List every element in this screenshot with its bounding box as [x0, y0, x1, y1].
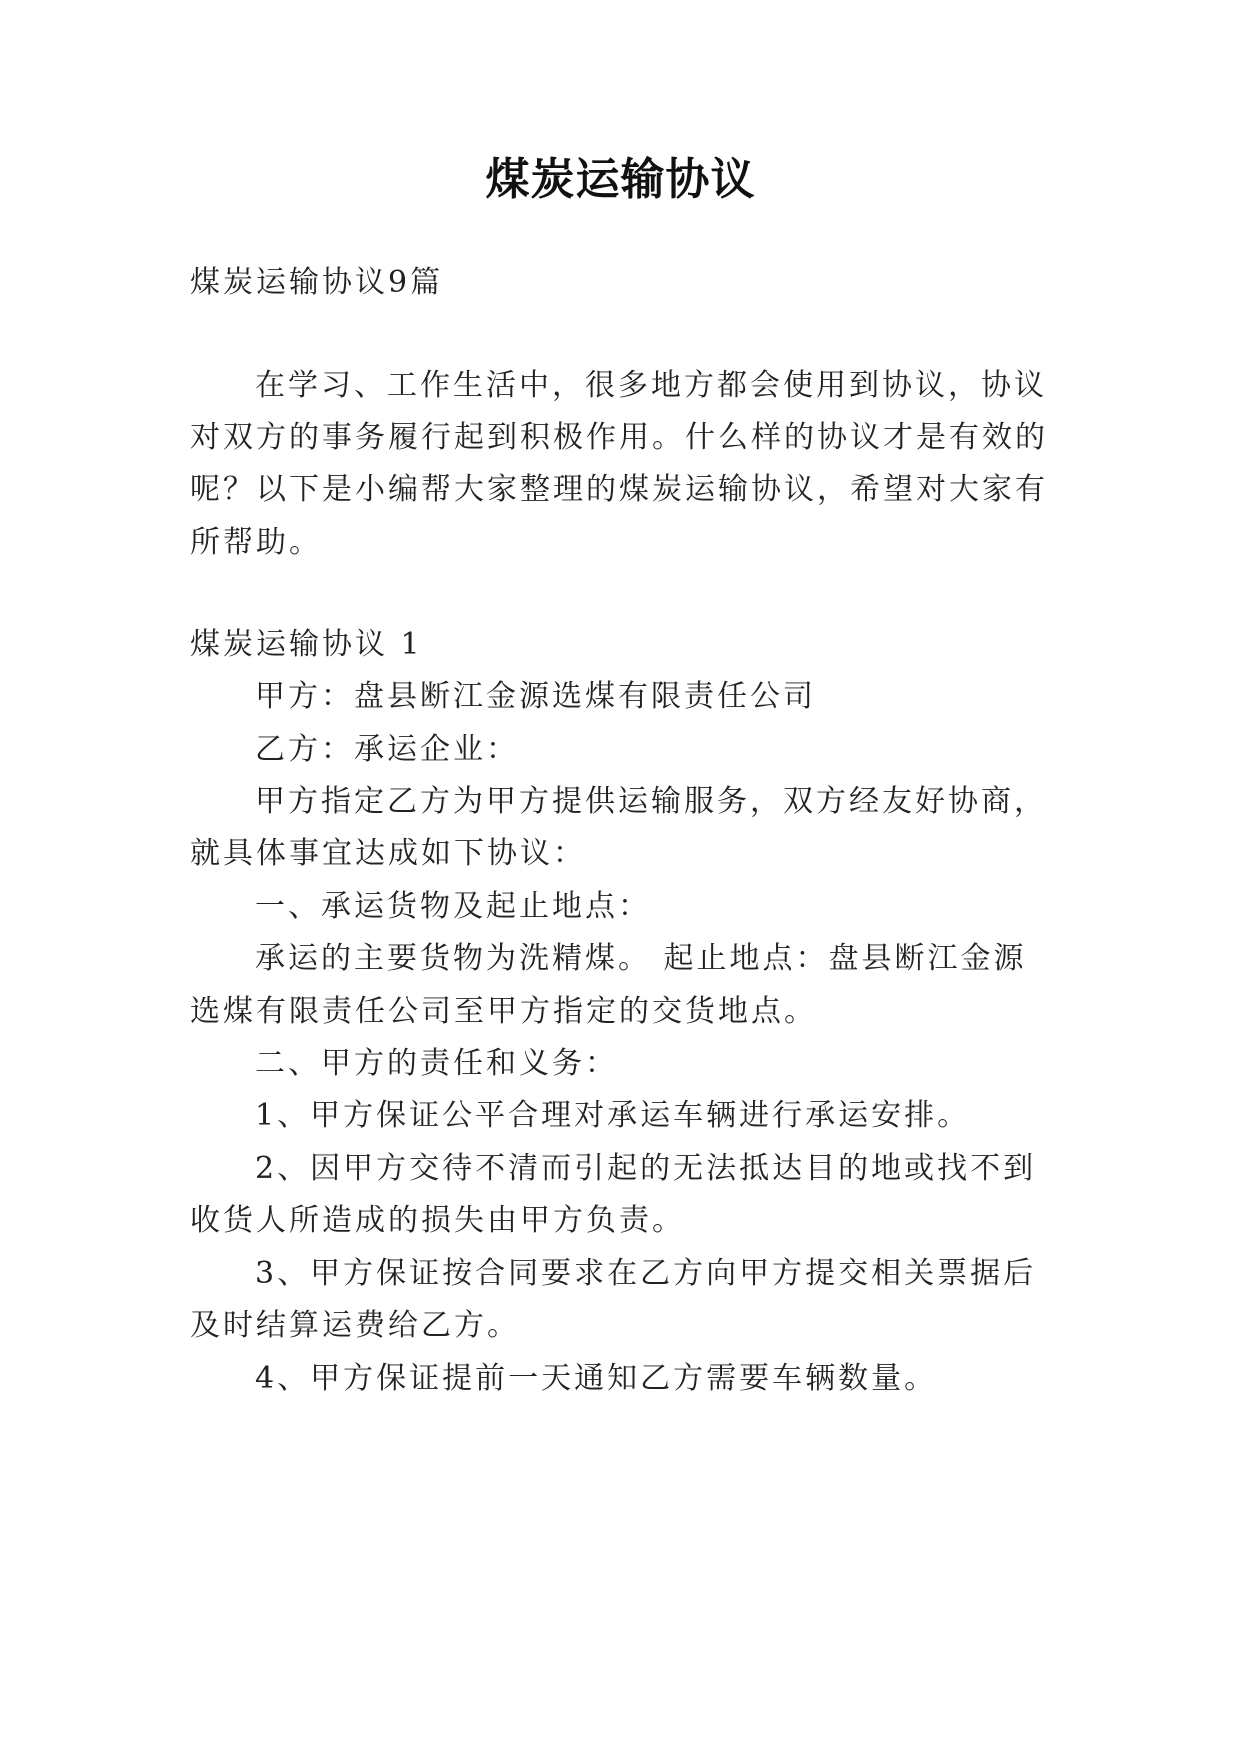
body-line: 1、甲方保证公平合理对承运车辆进行承运安排。	[255, 1098, 971, 1133]
body-line: 3、甲方保证按合同要求在乙方向甲方提交相关票据后	[255, 1256, 1037, 1291]
body-line: 收货人所造成的损失由甲方负责。	[190, 1203, 685, 1238]
body-line: 2、因甲方交待不清而引起的无法抵达目的地或找不到	[255, 1151, 1037, 1186]
body-line: 4、甲方保证提前一天通知乙方需要车辆数量。	[255, 1361, 938, 1396]
document-subtitle: 煤炭运输协议9篇	[190, 265, 444, 300]
body-line: 一、承运货物及起止地点：	[255, 889, 651, 924]
body-line: 就具体事宜达成如下协议：	[190, 836, 586, 871]
intro-line: 所帮助。	[190, 525, 322, 560]
body-line: 选煤有限责任公司至甲方指定的交货地点。	[190, 994, 817, 1029]
body-line: 二、甲方的责任和义务：	[255, 1046, 618, 1081]
body-line: 甲方指定乙方为甲方提供运输服务，双方经友好协商，	[255, 784, 1047, 819]
intro-line: 在学习、工作生活中，很多地方都会使用到协议，协议	[255, 368, 1047, 403]
intro-line: 对双方的事务履行起到积极作用。什么样的协议才是有效的	[190, 420, 1048, 455]
section-heading: 煤炭运输协议 1	[190, 627, 423, 662]
document-title: 煤炭运输协议	[485, 154, 756, 205]
body-line: 及时结算运费给乙方。	[190, 1308, 520, 1343]
body-line: 甲方：盘县断江金源选煤有限责任公司	[255, 679, 816, 714]
intro-line: 呢？以下是小编帮大家整理的煤炭运输协议，希望对大家有	[190, 472, 1048, 507]
body-line: 乙方：承运企业：	[255, 732, 519, 767]
body-line: 承运的主要货物为洗精煤。 起止地点：盘县断江金源	[255, 941, 1027, 976]
